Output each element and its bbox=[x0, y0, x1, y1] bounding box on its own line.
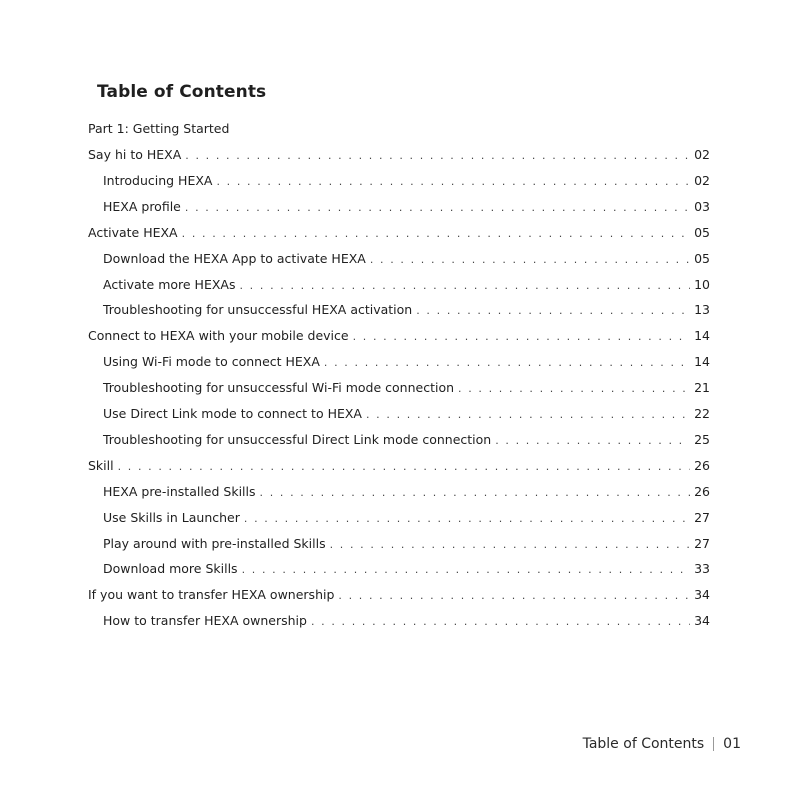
toc-entry-label: Download more Skills bbox=[103, 561, 238, 577]
toc-entry-page: 05 bbox=[694, 250, 710, 266]
toc-entry[interactable] bbox=[103, 301, 710, 319]
toc-entry-label: Troubleshooting for unsuccessful HEXA activation bbox=[103, 302, 413, 318]
toc-entry-page: 34 bbox=[694, 587, 710, 603]
toc-entry-page: 02 bbox=[694, 147, 710, 162]
toc-leader-dots bbox=[185, 145, 690, 165]
toc-entry-page: 26 bbox=[694, 457, 710, 473]
toc-entry-label: Download the HEXA App to activate HEXA bbox=[103, 250, 366, 266]
part-title: Part 1: Getting Started bbox=[88, 121, 230, 136]
toc-entry-label: Troubleshooting for unsuccessful Direct Link mode connection bbox=[103, 431, 492, 447]
toc-entry-label: Using Wi-Fi mode to connect HEXA bbox=[103, 354, 320, 370]
toc-entry[interactable] bbox=[103, 250, 710, 268]
toc-leader-dots bbox=[495, 430, 690, 450]
toc-leader-dots bbox=[182, 223, 690, 243]
toc-leader-dots bbox=[244, 508, 690, 528]
toc-leader-dots bbox=[330, 534, 691, 554]
toc-entry-page: 27 bbox=[694, 509, 710, 525]
toc-leader-dots bbox=[370, 249, 690, 269]
toc-entry-page: 02 bbox=[694, 172, 710, 188]
toc-entry[interactable] bbox=[88, 586, 710, 604]
toc-entry[interactable] bbox=[103, 172, 710, 190]
toc-entry-label: Use Skills in Launcher bbox=[103, 509, 240, 525]
toc-entry-page: 03 bbox=[694, 198, 710, 214]
toc-entry-label: Activate more HEXAs bbox=[103, 276, 236, 292]
toc-entry-label: Troubleshooting for unsuccessful Wi-Fi mode connection bbox=[103, 380, 455, 396]
toc-entry[interactable] bbox=[103, 353, 710, 371]
toc-leader-dots bbox=[216, 171, 690, 191]
footer-section-title: Table of Contents bbox=[582, 736, 705, 752]
toc-entry-label: HEXA pre-installed Skills bbox=[103, 483, 256, 499]
toc-entry-page: 13 bbox=[694, 302, 710, 318]
footer-page-number: 01 bbox=[723, 736, 741, 752]
toc-entry-page: 14 bbox=[694, 328, 710, 344]
toc-leader-dots bbox=[185, 197, 690, 217]
toc-entry[interactable] bbox=[103, 560, 710, 578]
toc-entry[interactable] bbox=[88, 457, 710, 475]
toc-leader-dots bbox=[458, 378, 690, 398]
toc-entry[interactable] bbox=[103, 198, 710, 216]
toc-entry[interactable] bbox=[88, 146, 710, 164]
toc-entry[interactable] bbox=[103, 276, 710, 294]
toc-entry-label: Introducing HEXA bbox=[103, 172, 213, 188]
toc-entry-page: 21 bbox=[694, 380, 710, 396]
toc-entry[interactable] bbox=[88, 327, 710, 345]
toc-leader-dots bbox=[311, 611, 690, 631]
toc-entry[interactable] bbox=[103, 379, 710, 397]
toc-leader-dots bbox=[353, 326, 691, 346]
toc-entry-page: 25 bbox=[694, 431, 710, 447]
toc-entry[interactable] bbox=[88, 224, 710, 242]
toc-entry-page: 26 bbox=[694, 483, 710, 499]
toc-entry-label: How to transfer HEXA ownership bbox=[103, 613, 307, 629]
toc-leader-dots bbox=[242, 559, 691, 579]
footer-divider bbox=[713, 737, 714, 751]
toc-entry-label: Connect to HEXA with your mobile device bbox=[88, 328, 349, 344]
toc-entry-label: If you want to transfer HEXA ownership bbox=[88, 587, 335, 603]
toc-entry-label: HEXA profile bbox=[103, 198, 181, 214]
toc-entry-label: Activate HEXA bbox=[88, 224, 178, 240]
toc-leader-dots bbox=[416, 300, 690, 320]
toc-entry-page: 22 bbox=[694, 406, 710, 421]
toc-entry[interactable] bbox=[103, 431, 710, 449]
toc-entry[interactable] bbox=[103, 535, 710, 553]
toc-leader-dots bbox=[260, 482, 691, 502]
toc-entry-label: Say hi to HEXA bbox=[88, 147, 182, 162]
toc-leader-dots bbox=[239, 275, 690, 295]
toc-leader-dots bbox=[366, 404, 690, 424]
toc-entry-page: 27 bbox=[694, 535, 710, 551]
toc-entry[interactable] bbox=[103, 483, 710, 501]
toc-entry-page: 33 bbox=[694, 561, 710, 577]
toc-leader-dots bbox=[324, 352, 690, 372]
toc-entry[interactable] bbox=[103, 509, 710, 527]
toc-entry-label: Use Direct Link mode to connect to HEXA bbox=[103, 406, 362, 421]
toc-entry-page: 05 bbox=[694, 224, 710, 240]
toc-entry[interactable] bbox=[103, 405, 710, 423]
page-title: Table of Contents bbox=[97, 82, 267, 102]
toc-entry-label: Skill bbox=[88, 457, 114, 473]
toc-entry-page: 14 bbox=[694, 354, 710, 370]
toc-entry-page: 10 bbox=[694, 276, 710, 292]
toc-entry[interactable] bbox=[103, 612, 710, 630]
page-footer bbox=[583, 736, 741, 752]
toc-leader-dots bbox=[118, 456, 691, 476]
toc-leader-dots bbox=[338, 585, 690, 605]
toc-entry-page: 34 bbox=[694, 613, 710, 629]
toc-entry-label: Play around with pre-installed Skills bbox=[103, 535, 326, 551]
